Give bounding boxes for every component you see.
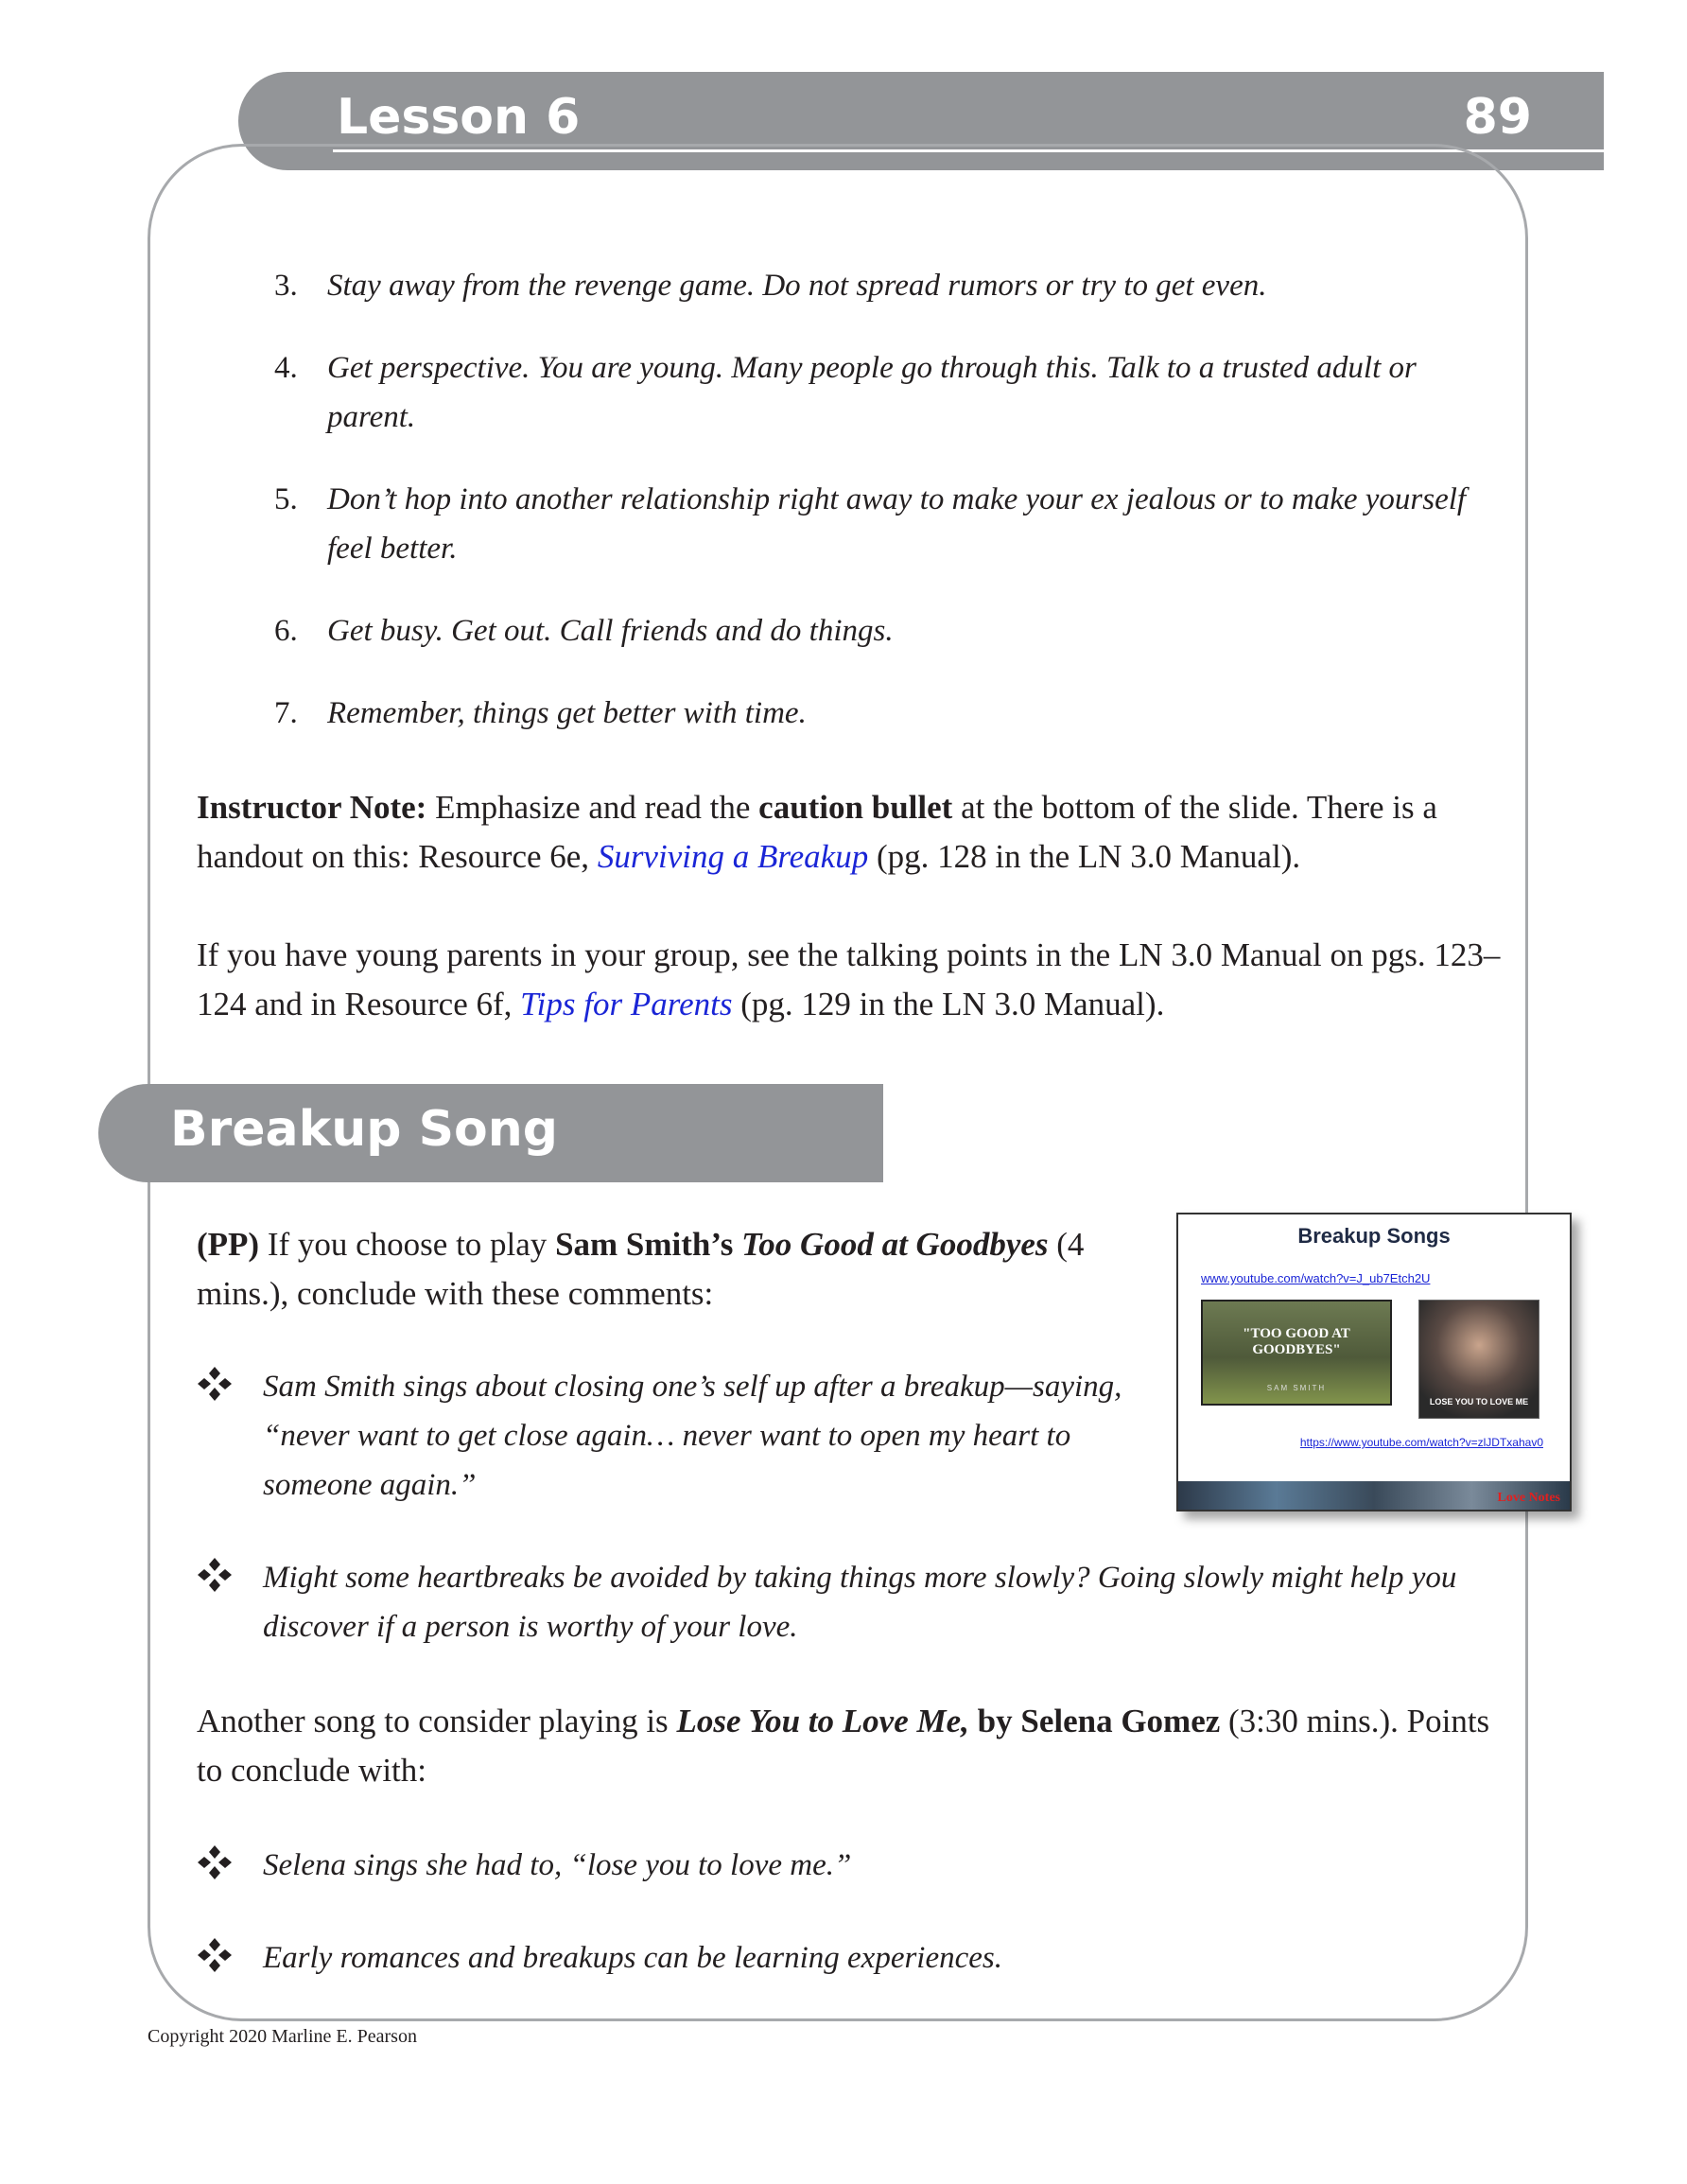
note-text: Emphasize and read the bbox=[426, 789, 759, 826]
paragraph-text: If you have young parents in your group, see the talking points in the LN 3.0 Manual on pgs. 123–124 and in Resource 6f, bbox=[197, 936, 1501, 1022]
slide-preview bbox=[1176, 1213, 1572, 1511]
step-number: 5. bbox=[274, 482, 298, 516]
caution-bullet-text: caution bullet bbox=[758, 789, 953, 826]
step-text: Remember, things get better with time. bbox=[327, 696, 807, 730]
section-title: Breakup Song bbox=[170, 1101, 558, 1158]
bullet-text: Sam Smith sings about closing one’s self up after a breakup—saying, “never want to get close again… never want to open my heart to someone again.” bbox=[263, 1370, 1122, 1502]
page-number: 89 bbox=[1463, 89, 1532, 146]
list-item bbox=[274, 475, 1475, 573]
step-text: Stay away from the revenge game. Do not spread rumors or try to get even. bbox=[327, 269, 1267, 303]
section-header bbox=[98, 1084, 883, 1182]
bullet-text: Selena sings she had to, “lose you to love me.” bbox=[263, 1848, 852, 1882]
young-parents-paragraph bbox=[197, 931, 1502, 1029]
paragraph-text: (3:30 mins.). Points to conclude with: bbox=[197, 1703, 1490, 1789]
list-item bbox=[274, 606, 1475, 655]
paragraph-text: Another song to consider playing is bbox=[197, 1703, 677, 1739]
paragraph-text: (4 mins.), conclude with these comments: bbox=[197, 1226, 1085, 1312]
lesson-label: Lesson 6 bbox=[337, 89, 581, 146]
step-number: 7. bbox=[274, 696, 298, 730]
thumbnail-title: "TOO GOOD AT GOODBYES" bbox=[1243, 1326, 1350, 1357]
thumbnail-artist: SAM SMITH bbox=[1266, 1384, 1327, 1392]
diamond-bullet-icon bbox=[197, 1937, 233, 1973]
video-thumbnail-2[interactable] bbox=[1418, 1300, 1539, 1419]
another-song-paragraph bbox=[197, 1697, 1502, 1795]
steps-list bbox=[274, 261, 1475, 771]
pp-paragraph bbox=[197, 1220, 1142, 1319]
song-title: Too Good at Goodbyes bbox=[741, 1226, 1049, 1263]
instructor-note bbox=[197, 783, 1502, 882]
bullet-text: Early romances and breakups can be learning experiences. bbox=[263, 1941, 1003, 1975]
note-text: (pg. 128 in the LN 3.0 Manual). bbox=[868, 838, 1301, 875]
surviving-breakup-link[interactable]: Surviving a Breakup bbox=[597, 838, 869, 875]
thumbnail-title: LOSE YOU TO LOVE ME bbox=[1429, 1397, 1529, 1406]
list-item bbox=[274, 261, 1475, 310]
paragraph-text: If you choose to play bbox=[259, 1226, 556, 1263]
instructor-note-label: Instructor Note: bbox=[197, 789, 427, 826]
list-item bbox=[274, 689, 1475, 738]
song-title: Lose You to Love Me, bbox=[676, 1703, 969, 1739]
diamond-bullet-icon bbox=[197, 1366, 233, 1402]
list-item bbox=[274, 343, 1475, 442]
step-text: Don’t hop into another relationship right away to make your ex jealous or to make yourself feel better. bbox=[327, 482, 1467, 566]
step-number: 3. bbox=[274, 269, 298, 303]
paragraph-text: (pg. 129 in the LN 3.0 Manual). bbox=[732, 986, 1165, 1022]
slide-title: Breakup Songs bbox=[1297, 1224, 1451, 1248]
step-text: Get busy. Get out. Call friends and do things. bbox=[327, 614, 894, 648]
tips-for-parents-link[interactable]: Tips for Parents bbox=[520, 986, 733, 1022]
step-number: 6. bbox=[274, 614, 298, 648]
pp-label: (PP) bbox=[197, 1226, 260, 1263]
diamond-bullet-icon bbox=[197, 1844, 233, 1880]
note-text: at the bottom of the slide. There is a handout on this: Resource 6e, bbox=[197, 789, 1437, 875]
artist-name: Sam Smith’s bbox=[555, 1226, 742, 1263]
diamond-bullet-icon bbox=[197, 1557, 233, 1593]
bullet-text: Might some heartbreaks be avoided by taking things more slowly? Going slowly might help you discover if a person is worthy of your love. bbox=[263, 1561, 1457, 1644]
youtube-link-2[interactable]: https://www.youtube.com/watch?v=zlJDTxahav0 bbox=[1299, 1436, 1543, 1449]
copyright-text: Copyright 2020 Marline E. Pearson bbox=[148, 2026, 417, 2047]
step-number: 4. bbox=[274, 351, 298, 385]
step-text: Get perspective. You are young. Many people go through this. Talk to a trusted adult or parent. bbox=[327, 351, 1417, 434]
youtube-link-1[interactable]: www.youtube.com/watch?v=J_ub7Etch2U bbox=[1201, 1271, 1431, 1285]
video-thumbnail-1[interactable] bbox=[1201, 1300, 1392, 1406]
artist-name: by Selena Gomez bbox=[968, 1703, 1221, 1739]
love-notes-logo: Love Notes bbox=[1497, 1491, 1560, 1505]
